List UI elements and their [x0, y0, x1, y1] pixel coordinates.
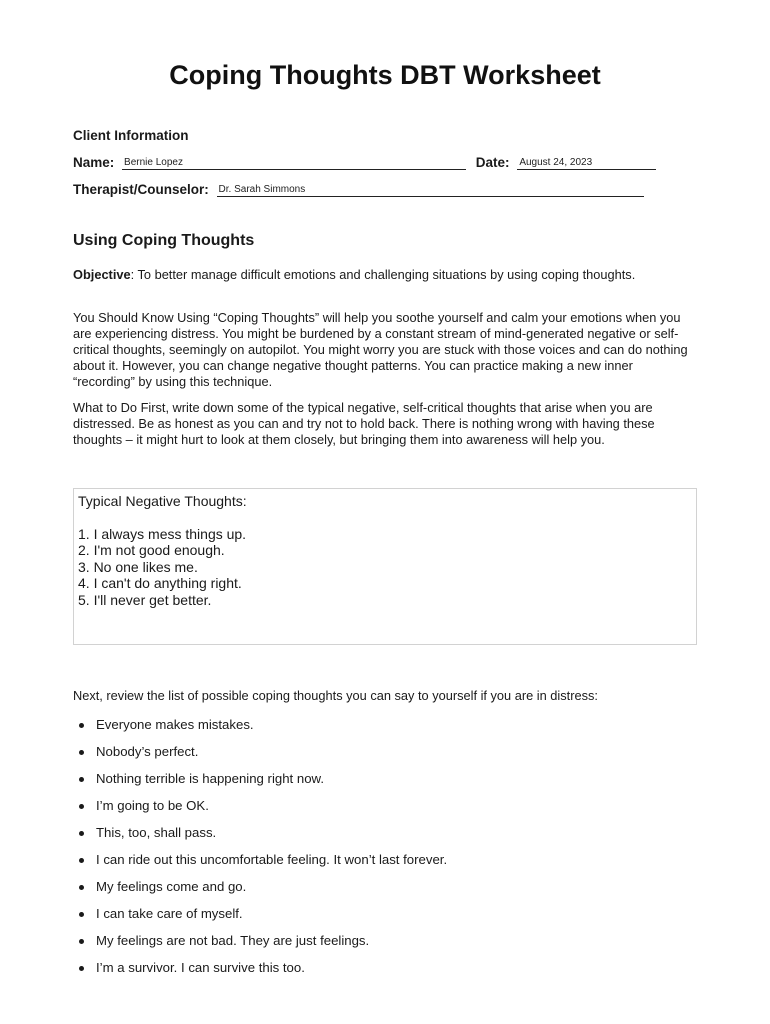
name-date-row	[73, 155, 656, 170]
negative-thought-item: 4. I can't do anything right.	[78, 575, 242, 591]
name-field[interactable]	[122, 155, 466, 170]
bullet-icon	[79, 804, 84, 809]
coping-thought-item: This, too, shall pass.	[73, 825, 447, 852]
negative-thought-item: 5. I'll never get better.	[78, 591, 212, 608]
negative-thought-item: 1. I always mess things up.	[78, 525, 247, 542]
bullet-icon	[79, 777, 84, 782]
coping-thought-item: Nothing terrible is happening right now.	[73, 771, 447, 798]
coping-thought-item: Nobody’s perfect.	[73, 744, 447, 771]
bullet-icon	[79, 885, 84, 890]
objective-text: : To better manage difficult emotions and challenging situations by using coping thoughts.	[130, 267, 636, 282]
date-label: Date:	[475, 155, 510, 170]
bullet-icon	[79, 912, 84, 917]
objective-label: Objective	[73, 267, 131, 282]
coping-thought-item: I’m a survivor. I can survive this too.	[73, 960, 447, 987]
bullet-icon	[79, 858, 84, 863]
negative-thoughts-list	[78, 526, 692, 609]
intro-paragraph: You Should Know Using “Coping Thoughts” will help you soothe yourself and calm your emotions when you are experiencing distress. You might be burdened by a constant stream of mind-generated negative or self-critical thoughts, seemingly on autopilot. You might worry you are stuck with those voices and can do nothing about it. However, you can change negative thought patterns. You can practice making a new inner “recording” by using this technique.	[73, 310, 688, 389]
date-value: August 24, 2023	[519, 157, 593, 168]
therapist-value: Dr. Sarah Simmons	[218, 184, 306, 195]
section-title: Using Coping Thoughts	[73, 232, 255, 249]
review-intro: Next, review the list of possible coping thoughts you can say to yourself if you are in distress:	[73, 688, 598, 703]
name-label: Name:	[73, 155, 115, 170]
bullet-icon	[79, 831, 84, 836]
objective-paragraph	[73, 267, 698, 283]
bullet-icon	[79, 966, 84, 971]
coping-thought-item: I’m going to be OK.	[73, 798, 447, 825]
coping-thought-item: My feelings come and go.	[73, 879, 447, 906]
bullet-icon	[79, 939, 84, 944]
coping-thought-item: I can take care of myself.	[73, 906, 447, 933]
negative-thought-item: 2. I'm not good enough.	[78, 542, 225, 558]
bullet-icon	[79, 750, 84, 755]
negative-thoughts-box[interactable]	[73, 488, 697, 645]
coping-thoughts-list	[73, 717, 447, 987]
therapist-label: Therapist/Counselor:	[73, 182, 209, 197]
negative-thoughts-title: Typical Negative Thoughts:	[78, 493, 247, 509]
coping-thought-item: My feelings are not bad. They are just feelings.	[73, 933, 447, 960]
name-value: Bernie Lopez	[124, 157, 183, 168]
instructions-paragraph: What to Do First, write down some of the typical negative, self-critical thoughts that arise when you are distressed. Be as honest as you can and try not to hold back. There is nothing wrong with having these thoughts – it might hurt to look at them closely, but bringing them into awareness will help you.	[73, 400, 655, 447]
page-title: Coping Thoughts DBT Worksheet	[169, 60, 601, 90]
date-field[interactable]	[517, 155, 656, 170]
therapist-field[interactable]	[217, 182, 644, 197]
client-info-heading: Client Information	[73, 128, 189, 143]
bullet-icon	[79, 723, 84, 728]
coping-thought-item: I can ride out this uncomfortable feeling. It won’t last forever.	[73, 852, 447, 879]
coping-thought-item: Everyone makes mistakes.	[73, 717, 447, 744]
negative-thought-item: 3. No one likes me.	[78, 558, 198, 575]
therapist-row	[73, 182, 644, 197]
